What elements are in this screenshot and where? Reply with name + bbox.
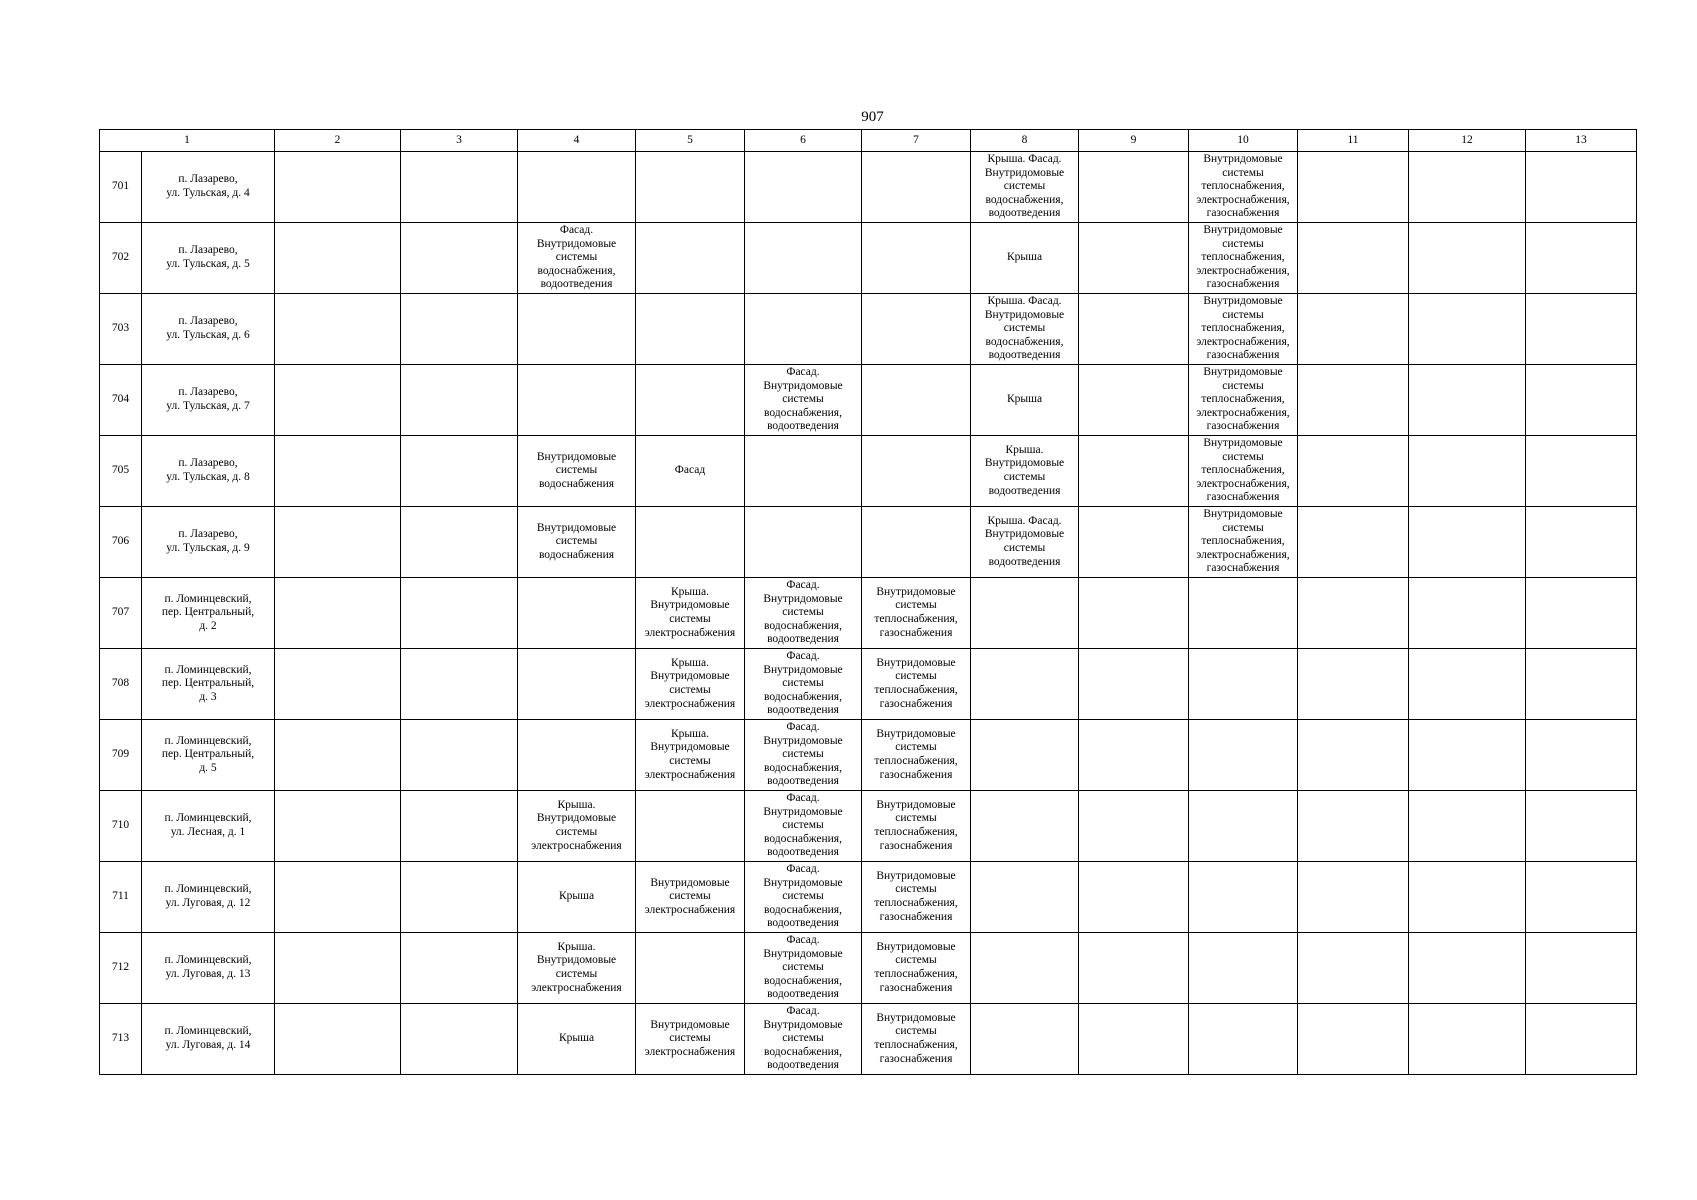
work-type-cell-col-11: [1298, 507, 1409, 578]
work-type-cell-col-12: [1409, 578, 1526, 649]
work-type-cell-col-4: [518, 223, 636, 294]
work-type-cell-col-2: [275, 1004, 401, 1075]
work-type-text: Фасад. Внутридомовые системы водоснабжения, водоотведения: [763, 1005, 843, 1072]
work-type-cell-col-12: [1409, 294, 1526, 365]
header-cell: 1: [100, 130, 275, 152]
work-type-cell-col-10: [1189, 294, 1298, 365]
address-text: п. Ломинцевский, пер. Центральный, д. 3: [161, 663, 255, 703]
address-cell: [142, 578, 275, 649]
address-cell: [142, 1004, 275, 1075]
header-cell: 4: [518, 130, 636, 152]
work-type-cell-col-3: [401, 294, 518, 365]
work-type-cell-col-10: [1189, 862, 1298, 933]
work-type-cell-col-5: [636, 578, 745, 649]
work-type-cell-col-4: [518, 791, 636, 862]
row-number-cell: 708: [100, 649, 142, 720]
row-number-cell: 705: [100, 436, 142, 507]
work-type-text: Внутридомовые системы теплоснабжения, газоснабжения: [874, 585, 958, 639]
work-type-cell-col-6: [745, 791, 862, 862]
table-row: [100, 365, 1637, 436]
work-type-cell-col-5: [636, 507, 745, 578]
row-number-cell: 710: [100, 791, 142, 862]
table-row: [100, 152, 1637, 223]
address-text: п. Лазарево, ул. Тульская, д. 5: [166, 244, 250, 270]
work-type-text: Внутридомовые системы теплоснабжения, газоснабжения: [874, 727, 958, 781]
work-type-cell-col-3: [401, 862, 518, 933]
work-type-cell-col-13: [1526, 365, 1637, 436]
work-type-cell-col-8: [971, 933, 1079, 1004]
work-type-cell-col-8: [971, 578, 1079, 649]
work-type-cell-col-3: [401, 578, 518, 649]
work-type-cell-col-6: [745, 720, 862, 791]
work-type-cell-col-9: [1079, 365, 1189, 436]
work-type-text: Внутридомовые системы теплоснабжения, электроснабжения, газоснабжения: [1196, 437, 1290, 504]
address-cell: [142, 365, 275, 436]
table-row: [100, 436, 1637, 507]
work-type-text: Крыша. Внутридомовые системы электроснабжения: [644, 656, 736, 710]
work-type-text: Внутридомовые системы теплоснабжения, газоснабжения: [874, 656, 958, 710]
work-type-cell-col-13: [1526, 791, 1637, 862]
work-type-cell-col-7: [862, 223, 971, 294]
header-cell: 6: [745, 130, 862, 152]
work-type-cell-col-10: [1189, 507, 1298, 578]
work-type-cell-col-7: [862, 791, 971, 862]
work-type-cell-col-7: [862, 578, 971, 649]
work-type-cell-col-4: [518, 436, 636, 507]
work-type-cell-col-8: [971, 791, 1079, 862]
work-type-cell-col-9: [1079, 578, 1189, 649]
work-type-text: Крыша: [1006, 393, 1043, 406]
work-type-cell-col-12: [1409, 507, 1526, 578]
work-type-cell-col-9: [1079, 507, 1189, 578]
work-type-cell-col-7: [862, 720, 971, 791]
work-type-cell-col-10: [1189, 649, 1298, 720]
work-type-cell-col-4: [518, 294, 636, 365]
work-type-cell-col-3: [401, 649, 518, 720]
work-type-cell-col-7: [862, 436, 971, 507]
table-row: [100, 578, 1637, 649]
work-type-cell-col-5: [636, 223, 745, 294]
work-type-text: Фасад. Внутридомовые системы водоснабжения, водоотведения: [763, 721, 843, 788]
header-cell: 5: [636, 130, 745, 152]
work-type-cell-col-5: [636, 649, 745, 720]
work-type-cell-col-13: [1526, 294, 1637, 365]
work-type-cell-col-2: [275, 933, 401, 1004]
work-type-cell-col-6: [745, 933, 862, 1004]
work-type-cell-col-9: [1079, 649, 1189, 720]
address-text: п. Ломинцевский, ул. Лесная, д. 1: [164, 812, 252, 838]
address-cell: [142, 791, 275, 862]
address-cell: [142, 862, 275, 933]
work-type-cell-col-8: [971, 152, 1079, 223]
table-row: [100, 649, 1637, 720]
work-type-cell-col-11: [1298, 152, 1409, 223]
work-type-cell-col-9: [1079, 720, 1189, 791]
work-type-cell-col-6: [745, 649, 862, 720]
work-type-text: Внутридомовые системы теплоснабжения, газоснабжения: [874, 940, 958, 994]
work-type-cell-col-10: [1189, 720, 1298, 791]
work-type-cell-col-13: [1526, 720, 1637, 791]
work-type-cell-col-8: [971, 223, 1079, 294]
row-number-cell: 706: [100, 507, 142, 578]
work-type-cell-col-3: [401, 223, 518, 294]
header-cell: 10: [1189, 130, 1298, 152]
work-type-cell-col-2: [275, 294, 401, 365]
address-text: п. Лазарево, ул. Тульская, д. 4: [166, 173, 250, 199]
table-row: [100, 791, 1637, 862]
work-type-cell-col-8: [971, 294, 1079, 365]
work-type-cell-col-5: [636, 791, 745, 862]
work-type-cell-col-9: [1079, 791, 1189, 862]
row-number-cell: 707: [100, 578, 142, 649]
work-type-cell-col-12: [1409, 862, 1526, 933]
work-type-cell-col-8: [971, 507, 1079, 578]
work-type-cell-col-7: [862, 649, 971, 720]
work-type-cell-col-6: [745, 578, 862, 649]
work-type-text: Фасад. Внутридомовые системы водоснабжения, водоотведения: [763, 366, 843, 433]
address-cell: [142, 649, 275, 720]
work-type-text: Крыша. Внутридомовые системы водоотведения: [984, 443, 1065, 497]
work-type-cell-col-13: [1526, 933, 1637, 1004]
work-type-text: Фасад. Внутридомовые системы водоснабжения, водоотведения: [763, 650, 843, 717]
address-text: п. Ломинцевский, пер. Центральный, д. 2: [161, 592, 255, 632]
table-row: [100, 1004, 1637, 1075]
work-type-cell-col-13: [1526, 223, 1637, 294]
work-type-cell-col-9: [1079, 152, 1189, 223]
address-cell: [142, 152, 275, 223]
work-type-cell-col-4: [518, 1004, 636, 1075]
work-type-cell-col-7: [862, 1004, 971, 1075]
work-type-cell-col-10: [1189, 1004, 1298, 1075]
work-type-cell-col-2: [275, 720, 401, 791]
row-number-cell: 701: [100, 152, 142, 223]
work-type-text: Внутридомовые системы теплоснабжения, электроснабжения, газоснабжения: [1196, 295, 1290, 362]
work-type-text: Крыша. Внутридомовые системы электроснабжения: [531, 798, 622, 852]
work-type-cell-col-3: [401, 791, 518, 862]
work-type-cell-col-2: [275, 649, 401, 720]
work-type-cell-col-8: [971, 649, 1079, 720]
work-type-cell-col-4: [518, 649, 636, 720]
work-type-text: Фасад. Внутридомовые системы водоснабжения, водоотведения: [763, 934, 843, 1001]
page-number: 907: [861, 109, 884, 125]
work-type-cell-col-12: [1409, 152, 1526, 223]
work-type-cell-col-3: [401, 365, 518, 436]
work-type-text: Внутридомовые системы водоснабжения: [536, 450, 617, 490]
table-row: [100, 294, 1637, 365]
work-type-cell-col-4: [518, 862, 636, 933]
work-type-cell-col-9: [1079, 862, 1189, 933]
work-type-cell-col-13: [1526, 862, 1637, 933]
work-type-cell-col-3: [401, 933, 518, 1004]
work-type-cell-col-11: [1298, 1004, 1409, 1075]
row-number-cell: 709: [100, 720, 142, 791]
work-type-cell-col-2: [275, 152, 401, 223]
work-type-cell-col-11: [1298, 294, 1409, 365]
header-cell: 11: [1298, 130, 1409, 152]
header-cell: 7: [862, 130, 971, 152]
work-type-cell-col-11: [1298, 791, 1409, 862]
work-type-cell-col-5: [636, 365, 745, 436]
work-type-text: Внутридомовые системы теплоснабжения, электроснабжения, газоснабжения: [1196, 508, 1290, 575]
work-type-cell-col-10: [1189, 365, 1298, 436]
work-type-text: Фасад. Внутридомовые системы водоснабжения, водоотведения: [763, 792, 843, 859]
work-type-cell-col-6: [745, 1004, 862, 1075]
work-type-text: Крыша. Внутридомовые системы электроснабжения: [644, 585, 736, 639]
address-cell: [142, 507, 275, 578]
work-type-cell-col-8: [971, 436, 1079, 507]
work-type-cell-col-3: [401, 1004, 518, 1075]
work-type-text: Внутридомовые системы теплоснабжения, газоснабжения: [874, 1011, 958, 1065]
work-type-cell-col-10: [1189, 578, 1298, 649]
work-type-text: Крыша. Внутридомовые системы электроснабжения: [644, 727, 736, 781]
work-type-cell-col-11: [1298, 649, 1409, 720]
header-cell: 13: [1526, 130, 1637, 152]
work-type-cell-col-12: [1409, 365, 1526, 436]
work-type-cell-col-4: [518, 578, 636, 649]
table-row: [100, 862, 1637, 933]
work-type-cell-col-6: [745, 365, 862, 436]
table-row: [100, 933, 1637, 1004]
work-type-cell-col-10: [1189, 223, 1298, 294]
work-type-text: Крыша: [558, 1032, 595, 1045]
work-type-cell-col-2: [275, 507, 401, 578]
work-type-cell-col-7: [862, 152, 971, 223]
work-type-cell-col-12: [1409, 223, 1526, 294]
work-type-cell-col-7: [862, 933, 971, 1004]
work-type-cell-col-2: [275, 223, 401, 294]
work-type-text: Внутридомовые системы теплоснабжения, электроснабжения, газоснабжения: [1196, 224, 1290, 291]
work-type-cell-col-5: [636, 436, 745, 507]
work-type-cell-col-12: [1409, 720, 1526, 791]
work-type-cell-col-2: [275, 365, 401, 436]
header-cell: 2: [275, 130, 401, 152]
row-number-cell: 702: [100, 223, 142, 294]
work-type-cell-col-13: [1526, 152, 1637, 223]
row-number-cell: 712: [100, 933, 142, 1004]
work-type-cell-col-11: [1298, 933, 1409, 1004]
work-type-cell-col-7: [862, 862, 971, 933]
work-type-cell-col-10: [1189, 791, 1298, 862]
work-type-cell-col-2: [275, 578, 401, 649]
row-number-cell: 711: [100, 862, 142, 933]
row-number-cell: 704: [100, 365, 142, 436]
work-type-cell-col-5: [636, 294, 745, 365]
work-type-cell-col-10: [1189, 152, 1298, 223]
table-row: [100, 507, 1637, 578]
work-type-cell-col-5: [636, 152, 745, 223]
work-type-text: Фасад: [674, 464, 706, 477]
address-text: п. Ломинцевский, ул. Луговая, д. 12: [164, 883, 252, 909]
work-type-cell-col-3: [401, 436, 518, 507]
work-type-cell-col-2: [275, 791, 401, 862]
work-type-cell-col-10: [1189, 933, 1298, 1004]
table-row: [100, 223, 1637, 294]
work-type-cell-col-4: [518, 933, 636, 1004]
work-type-cell-col-9: [1079, 436, 1189, 507]
work-type-text: Крыша. Фасад. Внутридомовые системы водоснабжения, водоотведения: [984, 295, 1065, 362]
work-type-cell-col-6: [745, 294, 862, 365]
work-type-cell-col-8: [971, 1004, 1079, 1075]
work-type-cell-col-5: [636, 720, 745, 791]
work-type-cell-col-8: [971, 365, 1079, 436]
address-cell: [142, 436, 275, 507]
work-type-cell-col-12: [1409, 649, 1526, 720]
work-type-cell-col-4: [518, 507, 636, 578]
table-body: [100, 152, 1637, 1075]
header-cell: 8: [971, 130, 1079, 152]
work-type-cell-col-3: [401, 152, 518, 223]
work-type-cell-col-6: [745, 436, 862, 507]
address-text: п. Ломинцевский, пер. Центральный, д. 5: [161, 734, 255, 774]
work-type-text: Крыша: [558, 890, 595, 903]
work-type-cell-col-7: [862, 507, 971, 578]
work-type-cell-col-11: [1298, 862, 1409, 933]
work-type-cell-col-4: [518, 365, 636, 436]
work-type-cell-col-9: [1079, 294, 1189, 365]
work-type-cell-col-2: [275, 436, 401, 507]
work-type-text: Внутридомовые системы теплоснабжения, электроснабжения, газоснабжения: [1196, 366, 1290, 433]
work-type-cell-col-3: [401, 507, 518, 578]
work-type-cell-col-6: [745, 223, 862, 294]
address-cell: [142, 933, 275, 1004]
work-type-text: Внутридомовые системы электроснабжения: [644, 876, 736, 916]
work-type-text: Внутридомовые системы теплоснабжения, газоснабжения: [874, 798, 958, 852]
work-type-text: Фасад. Внутридомовые системы водоснабжения, водоотведения: [536, 224, 617, 291]
address-text: п. Лазарево, ул. Тульская, д. 9: [166, 528, 250, 554]
work-type-cell-col-12: [1409, 933, 1526, 1004]
work-type-cell-col-5: [636, 933, 745, 1004]
work-type-cell-col-11: [1298, 223, 1409, 294]
row-number-cell: 713: [100, 1004, 142, 1075]
work-type-cell-col-4: [518, 152, 636, 223]
work-type-text: Внутридомовые системы теплоснабжения, газоснабжения: [874, 869, 958, 923]
work-type-cell-col-11: [1298, 365, 1409, 436]
work-type-text: Внутридомовые системы теплоснабжения, электроснабжения, газоснабжения: [1196, 153, 1290, 220]
work-type-cell-col-12: [1409, 436, 1526, 507]
work-type-cell-col-7: [862, 294, 971, 365]
work-type-cell-col-11: [1298, 436, 1409, 507]
work-type-text: Фасад. Внутридомовые системы водоснабжения, водоотведения: [763, 863, 843, 930]
work-type-cell-col-4: [518, 720, 636, 791]
work-type-cell-col-11: [1298, 578, 1409, 649]
work-type-cell-col-2: [275, 862, 401, 933]
work-type-cell-col-6: [745, 507, 862, 578]
work-type-cell-col-13: [1526, 1004, 1637, 1075]
work-type-text: Крыша. Внутридомовые системы электроснабжения: [531, 940, 622, 994]
address-text: п. Ломинцевский, ул. Луговая, д. 14: [164, 1025, 252, 1051]
address-text: п. Лазарево, ул. Тульская, д. 6: [166, 315, 250, 341]
address-text: п. Лазарево, ул. Тульская, д. 8: [166, 457, 250, 483]
work-type-cell-col-6: [745, 862, 862, 933]
header-cell: 9: [1079, 130, 1189, 152]
work-type-text: Крыша. Фасад. Внутридомовые системы водоснабжения, водоотведения: [984, 153, 1065, 220]
work-type-text: Фасад. Внутридомовые системы водоснабжения, водоотведения: [763, 579, 843, 646]
header-cell: 12: [1409, 130, 1526, 152]
work-type-text: Внутридомовые системы водоснабжения: [536, 521, 617, 561]
work-type-cell-col-6: [745, 152, 862, 223]
work-type-cell-col-7: [862, 365, 971, 436]
header-cell: 3: [401, 130, 518, 152]
work-type-text: Крыша: [1006, 251, 1043, 264]
work-type-cell-col-8: [971, 720, 1079, 791]
table-row: [100, 720, 1637, 791]
work-type-cell-col-13: [1526, 436, 1637, 507]
work-type-cell-col-13: [1526, 578, 1637, 649]
address-cell: [142, 294, 275, 365]
row-number-cell: 703: [100, 294, 142, 365]
address-text: п. Ломинцевский, ул. Луговая, д. 13: [164, 954, 252, 980]
work-type-cell-col-11: [1298, 720, 1409, 791]
work-type-cell-col-5: [636, 862, 745, 933]
work-type-text: Крыша. Фасад. Внутридомовые системы водоотведения: [984, 514, 1065, 568]
work-type-cell-col-12: [1409, 1004, 1526, 1075]
work-type-cell-col-13: [1526, 649, 1637, 720]
work-type-cell-col-10: [1189, 436, 1298, 507]
repair-schedule-table: [99, 129, 1637, 1075]
address-text: п. Лазарево, ул. Тульская, д. 7: [166, 386, 250, 412]
work-type-cell-col-13: [1526, 507, 1637, 578]
work-type-cell-col-9: [1079, 223, 1189, 294]
work-type-cell-col-9: [1079, 1004, 1189, 1075]
work-type-cell-col-5: [636, 1004, 745, 1075]
work-type-cell-col-12: [1409, 791, 1526, 862]
work-type-cell-col-3: [401, 720, 518, 791]
column-number-header-row: [100, 130, 1637, 152]
work-type-text: Внутридомовые системы электроснабжения: [644, 1018, 736, 1058]
work-type-cell-col-9: [1079, 933, 1189, 1004]
address-cell: [142, 720, 275, 791]
work-type-cell-col-8: [971, 862, 1079, 933]
address-cell: [142, 223, 275, 294]
